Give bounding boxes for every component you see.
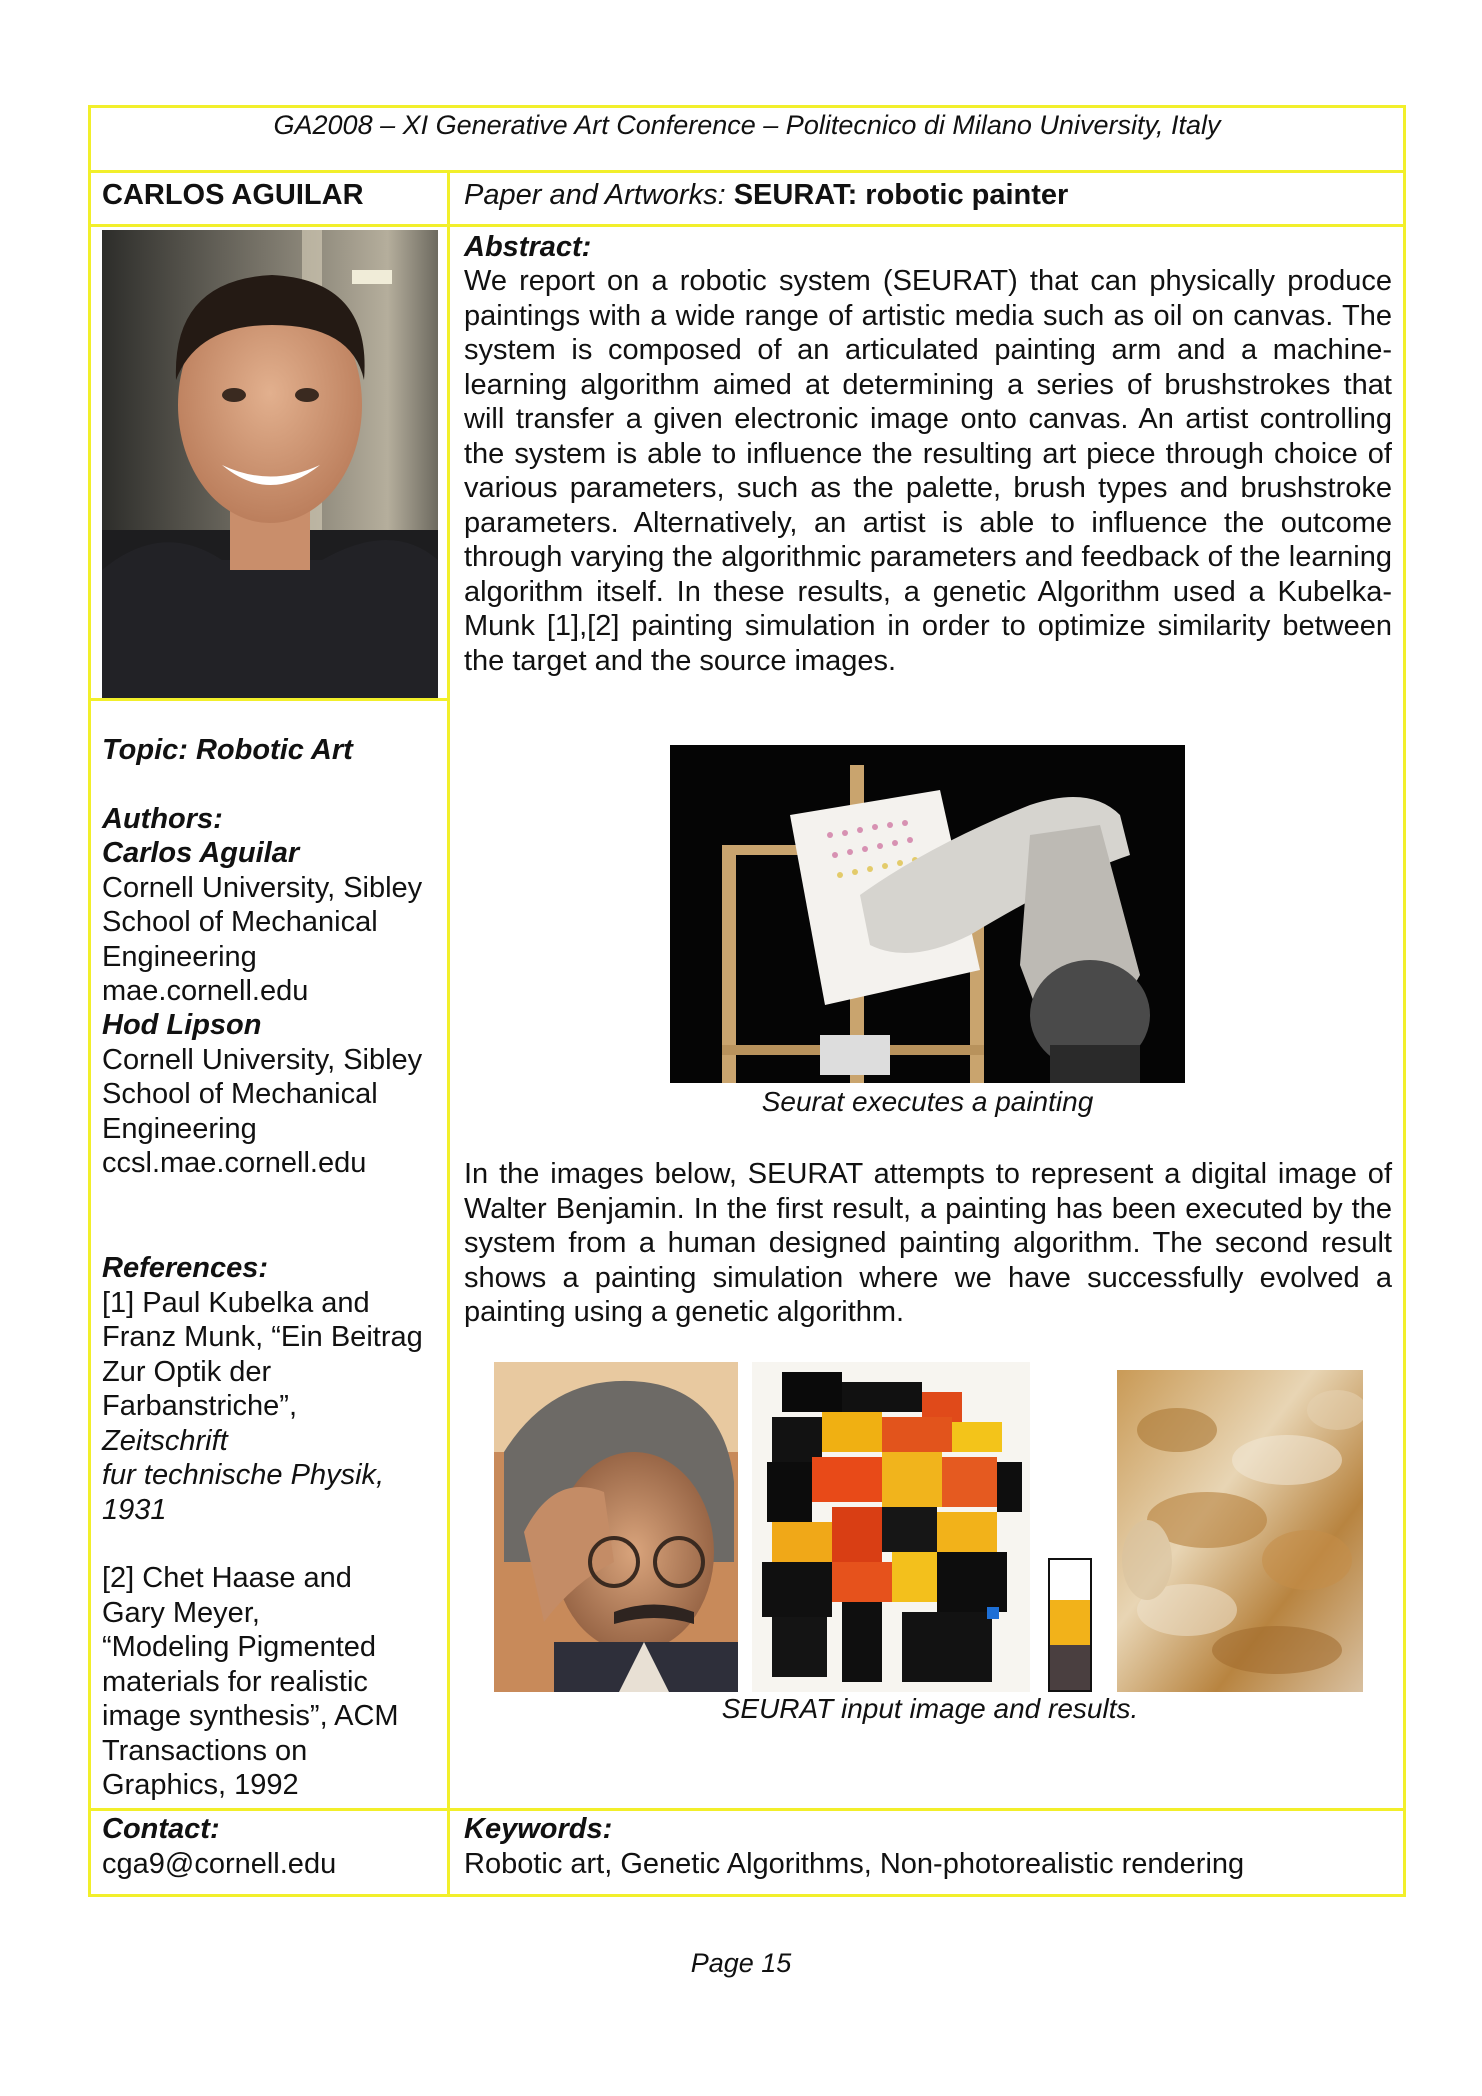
page-number: Page 15	[690, 1948, 792, 1978]
robot-photo-svg	[670, 745, 1185, 1083]
ref1-line-1: [1] Paul Kubelka and	[102, 1287, 370, 1319]
body-text: In the images below, SEURAT attempts to represent a digital image of Walter Benjamin. In the first result, a painting has been executed by the system from a human designed painting algorithm. The second result shows a painting simulation where we have successfully evolved a painting using a genetic algorithm.	[464, 1158, 1392, 1328]
abstract-text: We report on a robotic system (SEURAT) that can physically produce paintings with a wide range of artistic media such as oil on canvas. The system is composed of an articulated painting arm and a machine-learning algorithm aimed at determining a series of brushstrokes that will transfer a given electronic image onto canvas. An artist controlling the system is able to influence the resulting art piece through choice of various parameters, such as the palette, brush types and brushstroke parameters. Alternatively, an artist is able to influence the outcome through varying the algorithmic parameters and feedback of the learning algorithm itself. In these results, a genetic Algorithm used a Kubelka-Munk [1],[2] painting simulation in order to optimize similarity between the target and the source images.	[464, 265, 1392, 677]
author-photo	[102, 230, 438, 698]
ref1-line-2: Franz Munk, “Ein Beitrag	[102, 1321, 423, 1353]
ref1-journal-1: Zeitschrift	[102, 1425, 228, 1457]
ref1-line-4: Farbanstriche”,	[102, 1390, 298, 1422]
input-portrait-svg	[494, 1362, 738, 1692]
divider	[88, 224, 1406, 227]
author-name: CARLOS AGUILAR	[102, 179, 364, 211]
divider	[88, 698, 448, 701]
ref2-line-1: [2] Chet Haase and	[102, 1562, 352, 1594]
robot-painting-result	[752, 1362, 1030, 1692]
author-2-name: Hod Lipson	[102, 1009, 262, 1041]
input-portrait	[494, 1362, 738, 1692]
author-1-affiliation-3: Engineering	[102, 941, 257, 973]
palette-dark	[1050, 1645, 1090, 1692]
author-1-url: mae.cornell.edu	[102, 975, 309, 1007]
paper-title	[464, 178, 1068, 213]
palette-swatch	[1048, 1558, 1092, 1692]
simulation-result-svg	[1117, 1370, 1363, 1692]
abstract-heading: Abstract:	[464, 231, 592, 263]
simulation-result	[1117, 1370, 1363, 1692]
palette-yellow	[1050, 1600, 1090, 1645]
author-photo-svg	[102, 230, 438, 698]
figure2-caption: SEURAT input image and results.	[721, 1693, 1139, 1724]
divider	[88, 170, 1406, 173]
topic: Topic: Robotic Art	[102, 734, 353, 766]
authors-heading: Authors:	[102, 803, 223, 835]
paper-title-text: SEURAT: robotic painter	[733, 179, 1069, 211]
robot-painting-svg	[752, 1362, 1030, 1692]
author-1-name: Carlos Aguilar	[102, 837, 300, 869]
ref2-line-2: Gary Meyer,	[102, 1597, 260, 1629]
keywords-heading: Keywords:	[464, 1813, 613, 1845]
keywords-text: Robotic art, Genetic Algorithms, Non-photorealistic rendering	[464, 1848, 1245, 1880]
ref2-line-3: “Modeling Pigmented	[102, 1631, 377, 1663]
author-1-affiliation-2: School of Mechanical	[102, 906, 378, 938]
ref1-journal-3: 1931	[102, 1494, 167, 1526]
ref2-line-6: Transactions on	[102, 1735, 308, 1767]
ref1-journal-2: fur technische Physik,	[102, 1459, 385, 1491]
ref2-line-7: Graphics, 1992	[102, 1769, 299, 1801]
author-2-url: ccsl.mae.cornell.edu	[102, 1147, 367, 1179]
author-2-affiliation-1: Cornell University, Sibley	[102, 1044, 423, 1076]
divider	[447, 170, 450, 1897]
paper-label: Paper and Artworks:	[464, 179, 726, 211]
ref2-line-5: image synthesis”, ACM	[102, 1700, 399, 1732]
contact-email: cga9@cornell.edu	[102, 1848, 337, 1880]
palette-white	[1050, 1560, 1090, 1600]
author-1-affiliation-1: Cornell University, Sibley	[102, 872, 423, 904]
figure1-caption: Seurat executes a painting	[761, 1086, 1094, 1117]
contact-heading: Contact:	[102, 1813, 220, 1845]
references-heading: References:	[102, 1252, 269, 1284]
divider	[88, 1808, 1406, 1811]
robot-photo	[670, 745, 1185, 1083]
conference-header: GA2008 – XI Generative Art Conference – Politecnico di Milano University, Italy	[273, 110, 1221, 140]
ref2-line-4: materials for realistic	[102, 1666, 368, 1698]
ref1-line-3: Zur Optik der	[102, 1356, 272, 1388]
author-2-affiliation-2: School of Mechanical	[102, 1078, 378, 1110]
author-2-affiliation-3: Engineering	[102, 1113, 257, 1145]
